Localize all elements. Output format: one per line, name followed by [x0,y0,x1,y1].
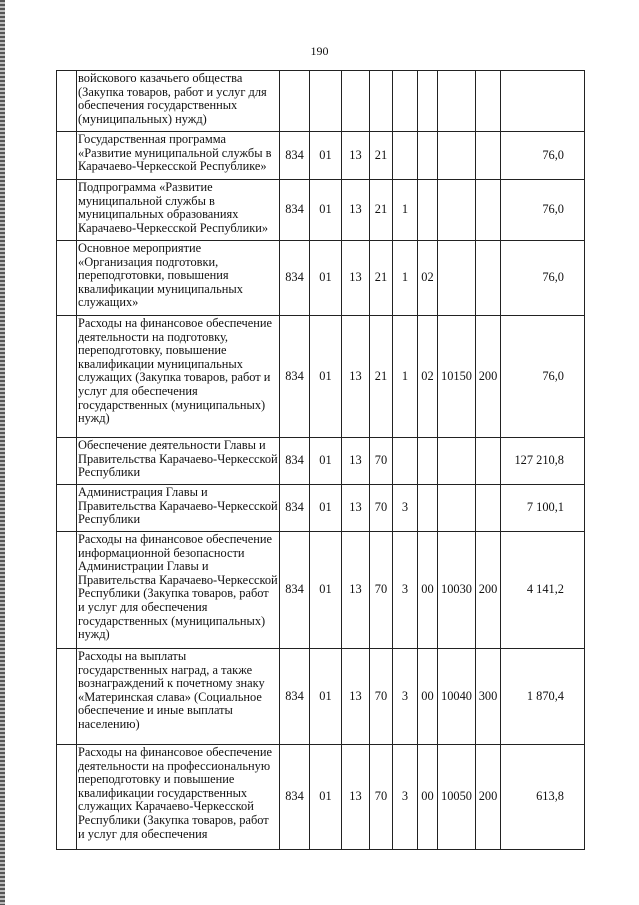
code-direction [438,71,476,132]
amount: 4 141,2 [501,532,585,649]
code-pr: 13 [342,132,370,180]
table-row [57,316,585,438]
code-subprogram: 1 [393,241,418,316]
code-expense-type: 200 [476,745,501,850]
row-name: Обеспечение деятельности Главы и Правительства Карачаево-Черкесской Республики [77,438,280,485]
code-program: 70 [370,438,393,485]
code-program: 21 [370,180,393,241]
table-row [57,485,585,532]
row-name: Подпрограмма «Развитие муниципальной службы в муниципальных образованиях Карачаево-Черкесской Республики» [77,180,280,241]
row-number-cell [57,241,77,316]
code-subprogram: 3 [393,532,418,649]
code-pr: 13 [342,241,370,316]
table-row [57,438,585,485]
budget-table [56,70,585,850]
code-subprogram: 3 [393,649,418,745]
code-ved: 834 [280,649,310,745]
code-ved: 834 [280,132,310,180]
code-event: 00 [418,649,438,745]
code-event: 00 [418,532,438,649]
code-pr: 13 [342,649,370,745]
code-rz: 01 [310,649,342,745]
code-direction [438,180,476,241]
code-ved: 834 [280,485,310,532]
row-name: Расходы на финансовое обеспечение информационной безопасности Администрации Главы и Правительства Карачаево-Черкесской Республики (Закупка товаров, работ и услуг для обеспечения государственных (муниципальных) нужд) [77,532,280,649]
code-program: 21 [370,316,393,438]
code-direction [438,241,476,316]
code-rz: 01 [310,180,342,241]
row-name: войскового казачьего общества (Закупка товаров, работ и услуг для обеспечения государственных (муниципальных) нужд) [77,71,280,132]
amount: 76,0 [501,180,585,241]
row-name: Государственная программа «Развитие муниципальной службы в Карачаево-Черкесской Республике» [77,132,280,180]
code-rz [310,71,342,132]
code-event [418,71,438,132]
code-ved: 834 [280,532,310,649]
code-ved: 834 [280,180,310,241]
row-number-cell [57,745,77,850]
amount: 127 210,8 [501,438,585,485]
table-row [57,71,585,132]
row-name: Расходы на финансовое обеспечение деятельности на подготовку, переподготовку, повышение квалификации муниципальных служащих (Закупка товаров, работ и услуг для обеспечения государственных (муниципальных) нужд) [77,316,280,438]
code-pr: 13 [342,180,370,241]
code-program [370,71,393,132]
code-expense-type: 200 [476,316,501,438]
code-expense-type [476,241,501,316]
scan-edge [0,0,5,905]
table-row [57,532,585,649]
row-number-cell [57,71,77,132]
code-rz: 01 [310,316,342,438]
row-name: Расходы на выплаты государственных наград, а также вознаграждений к почетному знаку «Материнская слава» (Социальное обеспечение и иные выплаты населению) [77,649,280,745]
amount [501,71,585,132]
code-event: 02 [418,316,438,438]
code-expense-type: 300 [476,649,501,745]
code-direction: 10050 [438,745,476,850]
code-ved: 834 [280,241,310,316]
code-direction: 10030 [438,532,476,649]
code-expense-type [476,438,501,485]
code-subprogram [393,132,418,180]
code-program: 70 [370,649,393,745]
code-program: 21 [370,241,393,316]
code-direction: 10150 [438,316,476,438]
table-row [57,745,585,850]
amount: 76,0 [501,241,585,316]
budget-table-body [57,71,585,850]
code-program: 70 [370,532,393,649]
code-pr: 13 [342,532,370,649]
code-subprogram [393,71,418,132]
code-event [418,438,438,485]
table-row [57,180,585,241]
code-rz: 01 [310,132,342,180]
code-subprogram: 3 [393,745,418,850]
row-number-cell [57,438,77,485]
code-direction [438,485,476,532]
code-rz: 01 [310,241,342,316]
code-direction [438,438,476,485]
row-number-cell [57,649,77,745]
code-event: 02 [418,241,438,316]
code-ved [280,71,310,132]
table-row [57,132,585,180]
code-rz: 01 [310,745,342,850]
amount: 76,0 [501,316,585,438]
code-event [418,180,438,241]
table-row [57,649,585,745]
code-direction: 10040 [438,649,476,745]
code-expense-type [476,132,501,180]
row-name: Расходы на финансовое обеспечение деятельности на профессиональную переподготовку и повышение квалификации государственных служащих Карачаево-Черкесской Республики (Закупка товаров, работ и услуг для обеспечения [77,745,280,850]
code-program: 21 [370,132,393,180]
code-event: 00 [418,745,438,850]
code-program: 70 [370,745,393,850]
code-expense-type [476,485,501,532]
code-pr: 13 [342,485,370,532]
code-pr: 13 [342,745,370,850]
code-expense-type: 200 [476,532,501,649]
code-ved: 834 [280,316,310,438]
amount: 1 870,4 [501,649,585,745]
amount: 613,8 [501,745,585,850]
code-program: 70 [370,485,393,532]
code-expense-type [476,180,501,241]
table-row [57,241,585,316]
code-pr [342,71,370,132]
code-direction [438,132,476,180]
row-number-cell [57,132,77,180]
code-subprogram [393,438,418,485]
code-expense-type [476,71,501,132]
code-rz: 01 [310,438,342,485]
code-ved: 834 [280,438,310,485]
row-number-cell [57,532,77,649]
row-number-cell [57,180,77,241]
code-subprogram: 1 [393,180,418,241]
amount: 76,0 [501,132,585,180]
code-pr: 13 [342,438,370,485]
code-event [418,132,438,180]
code-pr: 13 [342,316,370,438]
code-subprogram: 3 [393,485,418,532]
row-number-cell [57,485,77,532]
code-rz: 01 [310,485,342,532]
page-number: 190 [310,44,329,58]
row-name: Администрация Главы и Правительства Карачаево-Черкесской Республики [77,485,280,532]
amount: 7 100,1 [501,485,585,532]
row-number-cell [57,316,77,438]
code-subprogram: 1 [393,316,418,438]
code-ved: 834 [280,745,310,850]
row-name: Основное мероприятие «Организация подготовки, переподготовки, повышения квалификации муниципальных служащих» [77,241,280,316]
code-rz: 01 [310,532,342,649]
code-event [418,485,438,532]
